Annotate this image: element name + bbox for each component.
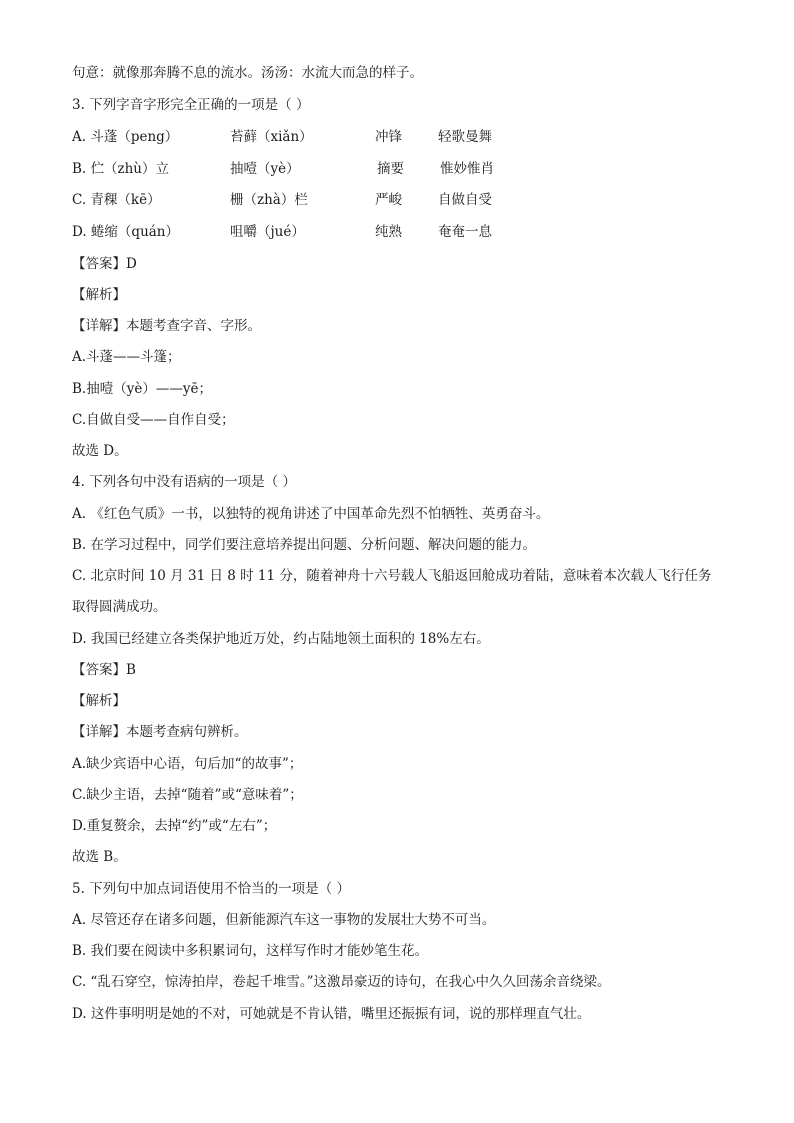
q4-option-c: C. 北京时间 10 月 31 日 8 时 11 分，随着神舟十六号载人飞船返回舱成功着陆，意味着本次载人飞行任务: [72, 568, 712, 584]
q4-option-d: D. 我国已经建立各类保护地近万处，约占陆地领土面积的 18%左右。: [72, 631, 490, 647]
q4-conclusion: 故选 B。: [72, 849, 127, 865]
q3-option-a-col4: 轻歌曼舞: [438, 129, 492, 145]
q5-option-d: D. 这件事明明是她的不对，可她就是不肯认错，嘴里还振振有词，说的那样理直气壮。: [72, 1006, 591, 1022]
question-3-stem: 3. 下列字音字形完全正确的一项是（ ）: [72, 97, 310, 113]
q3-option-d-col3: 纯熟: [375, 224, 402, 240]
q3-option-c-col1: C. 青稞（kē）: [72, 192, 161, 208]
q4-point-a: A.缺少宾语中心语，句后加“的故事”；: [72, 756, 303, 772]
q3-option-a-col3: 冲锋: [375, 129, 402, 145]
q4-point-d: D.重复赘余，去掉“约”或“左右”；: [72, 818, 277, 834]
q3-option-c-col2: 栅（zhà）栏: [230, 192, 308, 208]
q3-point-c: C.自做自受——自作自受；: [72, 412, 235, 428]
q3-option-c-col4: 自做自受: [438, 192, 492, 208]
q3-option-b-col2: 抽噎（yè）: [230, 161, 300, 177]
q3-option-d-col1: D. 蜷缩（quán）: [72, 224, 180, 240]
q3-option-d-col4: 奄奄一息: [438, 224, 492, 240]
q3-conclusion: 故选 D。: [72, 443, 128, 459]
q3-option-b-col1: B. 伫（zhù）立: [72, 161, 170, 177]
q5-option-b: B. 我们要在阅读中多积累词句，这样写作时才能妙笔生花。: [72, 943, 429, 959]
sentence-meaning: 句意：就像那奔腾不息的流水。汤汤：水流大而急的样子。: [72, 65, 423, 81]
q4-detail: 【详解】本题考查病句辨析。: [72, 724, 248, 740]
q4-answer: 【答案】B: [72, 662, 136, 678]
q3-point-a: A.斗蓬——斗篷；: [72, 349, 181, 365]
q3-option-d-col2: 咀嚼（jué）: [230, 224, 305, 240]
q3-point-b: B.抽噎（yè）——yē；: [72, 381, 212, 397]
q4-option-a: A. 《红色气质》一书，以独特的视角讲述了中国革命先烈不怕牺牲、英勇奋斗。: [72, 506, 550, 522]
q3-option-a-col2: 苔藓（xiǎn）: [230, 129, 313, 145]
q3-option-c-col3: 严峻: [375, 192, 402, 208]
q4-option-b: B. 在学习过程中，同学们要注意培养提出问题、分析问题、解决问题的能力。: [72, 537, 537, 553]
question-4-stem: 4. 下列各句中没有语病的一项是（ ）: [72, 474, 296, 490]
question-5-stem: 5. 下列句中加点词语使用不恰当的一项是（ ）: [72, 881, 350, 897]
q3-option-b-col4: 惟妙惟肖: [440, 161, 494, 177]
q4-point-c: C.缺少主语，去掉“随着”或“意味着”；: [72, 787, 303, 803]
q3-option-b-col3: 摘要: [377, 161, 404, 177]
q3-detail: 【详解】本题考查字音、字形。: [72, 318, 261, 334]
q4-option-c-cont: 取得圆满成功。: [72, 599, 167, 615]
q5-option-c: C. “乱石穿空，惊涛拍岸，卷起千堆雪。”这激昂豪迈的诗句，在我心中久久回荡余音绕梁。: [72, 974, 611, 990]
q3-analysis-label: 【解析】: [72, 287, 126, 303]
q3-option-a-col1: A. 斗蓬（peng）: [72, 129, 179, 145]
q3-answer: 【答案】D: [72, 256, 137, 272]
q5-option-a: A. 尽管还存在诸多问题，但新能源汽车这一事物的发展壮大势不可当。: [72, 912, 496, 928]
q4-analysis-label: 【解析】: [72, 693, 126, 709]
